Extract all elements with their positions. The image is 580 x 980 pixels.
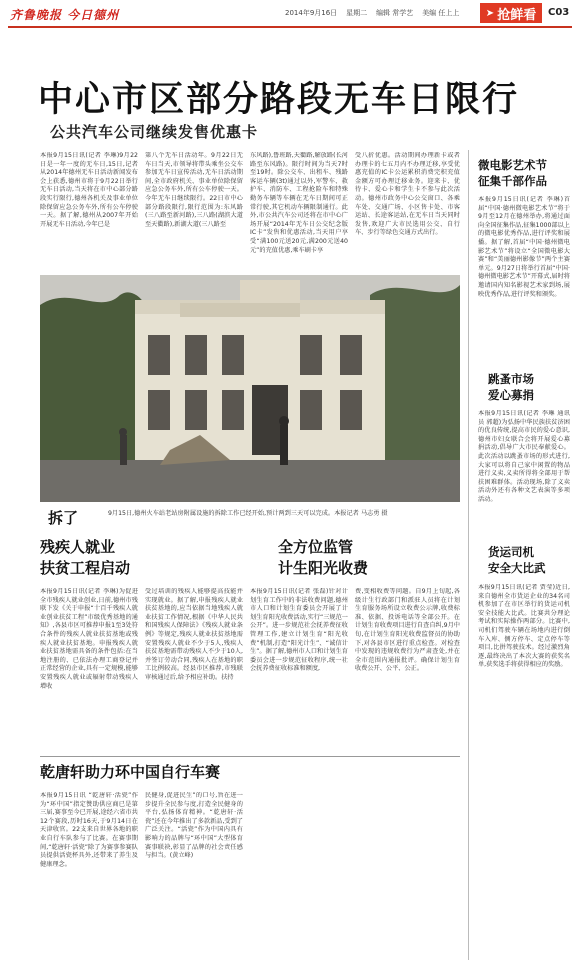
article4-headline: 乾唐轩助力环中国自行车赛 <box>40 763 221 781</box>
lead-column-2: 第八个无车日活动年。9月22日无车日当天,市领导将带头乘坐公交车参加无车日宣传活动,无车日活动期间,全市政府机关、事业单位除保留应急公务车外,所有公车停驶一天。今年无车日继续限行。22日市中心部分路段限行,限行范围为:东风路(三八路至新河路),三八路(湖滨大道至天衢路),新湖大道(三八路至 <box>145 152 243 228</box>
designer-credit: 美编 任上上 <box>422 9 460 17</box>
sidebar-article2-body: 本报9月15日讯(记者 李琳 通讯员 郭超)为弘扬中华民族扶贫济困的优良传统,提高市民的爱心意识,德州市妇女联合会将开展爱心募捐活动,倡导广大市民奉献爱心。此次活动以跳蚤市场的形式进行,大家可以将自己家中闲置的物品进行义卖,义卖所得将全部用于帮扶困难群体。活动现场,除了义卖活动外还有各种文艺表演等多项活动。 <box>478 410 570 503</box>
article3-headline-line2: 计生阳光收费 <box>278 559 369 577</box>
article2-column-2: 受过培训的残疾人能够提高技能并实现就业。据了解,申报残疾人就业扶贫基地的,应当依据当地残疾人就业扶贫工作情况,根据《中华人民共和国残疾人保障法》《残疾人就业条例》等规定,残疾人就业扶贫基地需安置残疾人就业不少于5人,残疾人扶贫基地需带动残疾人不少于10人,并签订劳动合同,残疾人在基地的职工比例较高。经县市区推荐,市残联审核通过后,给予相应补助。扶持 <box>145 588 243 681</box>
section-badge <box>480 3 542 23</box>
photo-illustration <box>40 275 460 502</box>
page-number: C03 <box>548 7 570 18</box>
article2-headline-line2: 扶贫工程启动 <box>40 559 131 577</box>
lead-column-4: 受八折优惠。活动期间办理新卡或者办理卡的七五月内不办理迁移,享受优惠充值的IC卡公运累积消费完积充值金额方可办理迁移业务。迎来卡、优待卡、爱心卡和学生卡不参与此次活动。德州市政务中心公交窗口、各乘车处、交通广场、小区售卡处、市客运站、长途客运站,在无车日当天同时发售,欢迎广大市民选用公交、自行车、步行等绿色交通方式出行。 <box>355 152 460 237</box>
sidebar-article1-body: 本报9月15日讯(记者 李琳)首届“中国·德州微电影艺术节”将于9月至12月在德州举办,将通过面向全国征集作品,征集1000部以上的微电影优秀作品,进行评奖和展播。据了解,首届“中国·德州微电影艺术节”将设立“全国微电影大赛”和“美丽德州影像节”两个主赛单元。9月27日将举行首届“中国·德州微电影艺术节”开幕式,届时将邀请国内知名影视艺术家到场,展映优秀作品,进行评奖和颁奖。 <box>478 196 570 298</box>
article3-headline-line1: 全方位监管 <box>278 538 354 556</box>
sidebar-article2-headline-line1: 跳蚤市场 <box>488 372 534 386</box>
masthead-rule <box>8 26 572 28</box>
sidebar-article3-body: 本报9月15日讯(记者 贾莹)近日,来自德州全市货运企业的34名司机参加了在市区举行的货运司机安全技能大比武。比赛共分理论考试和实际操作两部分。比赛中,司机们驾驶车辆在场地内进行倒车入库、侧方停车、定点停车等项目,比拼驾驶技术。经过激烈角逐,最终决出了本次大赛的获奖名单,获奖选手将获得相应的奖励。 <box>478 584 570 669</box>
article4-column-1: 本报9月15日讯 “乾唐轩·活瓷”作为“环中国”指定赞助供应商已是第三届,赛事至今已开展,途经六省市共12个赛段,历时16天,于9月14日在天津收官。22支来自世界各地的职业自行车队参与了比赛。在赛事期间,“乾唐轩·活瓷”除了为赛事参赛队员提供活瓷杯具外,还带来了养生及健康理念。 <box>40 792 138 868</box>
issue-date: 2014年9月16日 <box>285 9 338 17</box>
newspaper-logo: 齐鲁晚报 今日德州 <box>10 8 120 22</box>
article3-column-2: 费,变相收费等问题。自9月上旬起,各级计生行政部门和派驻人员将在计划生育服务场所设立收费公示牌,收费标准、依据、投诉电话等全部公开。在计划生育收费项目进行自查自纠,9月中旬,在计划生育阳光收费监督员的协助下,对各县市区进行重点检查。对检查中发现的违规收费行为严肃查处,并在全市范围内通报批评。确保计划生育收费公开、公平、公正。 <box>355 588 460 673</box>
lead-column-1: 本报9月15日讯(记者 李琳)9月22日是一年一度的无车日,15日,记者从2014年德州无车日活动新闻发布会上获悉,德州市将于9月22日举行无车日活动,当天将在市中心部分路段实行限行,德州各机关及事业单位除保留应急公务车外,所有公车停驶一天。据了解,德州从2007年开始开展无车日活动,今年已是 <box>40 152 138 228</box>
masthead-meta <box>285 8 459 18</box>
lead-subheadline: 公共汽车公司继续发售优惠卡 <box>50 123 259 141</box>
photo-caption: 9月15日,德州火车站老站房附属设施的拆除工作已经开始,预计两到三天可以完成。本报记者 马志勇 摄 <box>108 510 388 517</box>
issue-weekday: 星期二 <box>346 9 368 17</box>
editor-credit: 编辑 常学艺 <box>376 9 414 17</box>
section-label: 抢鲜看 <box>497 7 537 23</box>
article2-column-1: 本报9月15日讯(记者 李琳)为促进全市残疾人就业创业,日前,德州市残联下发《关于申报“十百千残疾人就业创业扶贫工程”市级优秀基地的通知》,各县市区可推荐申报1至3处符合条件的残疾人就业扶贫基地或残疾人就业扶贫基地。申报残疾人就业扶贫基地需具备的条件包括:在当地注册的、已依法办理工商登记并正常经营的企业,具有一定规模,能够安置残疾人就业或辐射带动残疾人增收 <box>40 588 138 690</box>
lead-column-3: 东风路),鲁班路,天衢路,解放路(长河路至东风路)。限行时间为当天7时至19时。除公交车、出租车、残路客运车辆(3t)通过以外,军警车、救护车、消防车、工程抢险车和特殊勤务车辆等车辆在无车日期间可正常行驶,其它机动车辆限制通行。此外,市公共汽车公司还将在市中心广场开展“2014年无车日公交纪念版IC卡”发售和优惠活动,当天用户享受“满100元送20元,满200元送40元”的充值优惠,乘车刷卡享 <box>250 152 348 254</box>
lightning-icon: ➤ <box>485 7 495 19</box>
sidebar-article3-headline-line1: 货运司机 <box>488 545 534 559</box>
station-demolition-photo <box>40 275 460 502</box>
lead-headline: 中心市区部分路段无车日限行 <box>38 80 520 120</box>
photo-label: 拆了 <box>48 509 79 527</box>
sidebar-article1-headline-line1: 微电影艺术节 <box>478 158 547 172</box>
sidebar-divider <box>468 150 469 960</box>
article3-column-1: 本报9月15日讯(记者 张磊)针对计划生育工作中的非法收费问题,德州市人口和计划生育委员会开展了计划生育阳光收费活动,实行“三规范一公开”。进一步规范社会抚养费征收管理工作,建立计划生育“阳光收费”机制,打造“阳光计生”、“诚信计生”。据了解,德州市人口和计划生育委员会进一步规范征收程序,统一社会抚养费征收标准和额度, <box>250 588 348 673</box>
article2-headline-line1: 残疾人就业 <box>40 538 116 556</box>
article4-divider <box>40 756 460 757</box>
sidebar-article1-headline-line2: 征集千部作品 <box>478 174 547 188</box>
sidebar-article2-headline-line2: 爱心募捐 <box>488 388 534 402</box>
article4-column-2: 民健身,促进民生”的口号,旨在进一步提升全民参与度,打造全民健身的平台,弘扬体育精神。“乾唐轩·活瓷”还在今年推出了多款新品,受到了广泛关注。“活瓷”作为中国内具有影响力的品牌与“环中国”大型体育赛事联袂,彰显了品牌的社会责任感与担当。(黄立峰) <box>145 792 243 860</box>
sidebar-article3-headline-line2: 安全大比武 <box>488 561 546 575</box>
